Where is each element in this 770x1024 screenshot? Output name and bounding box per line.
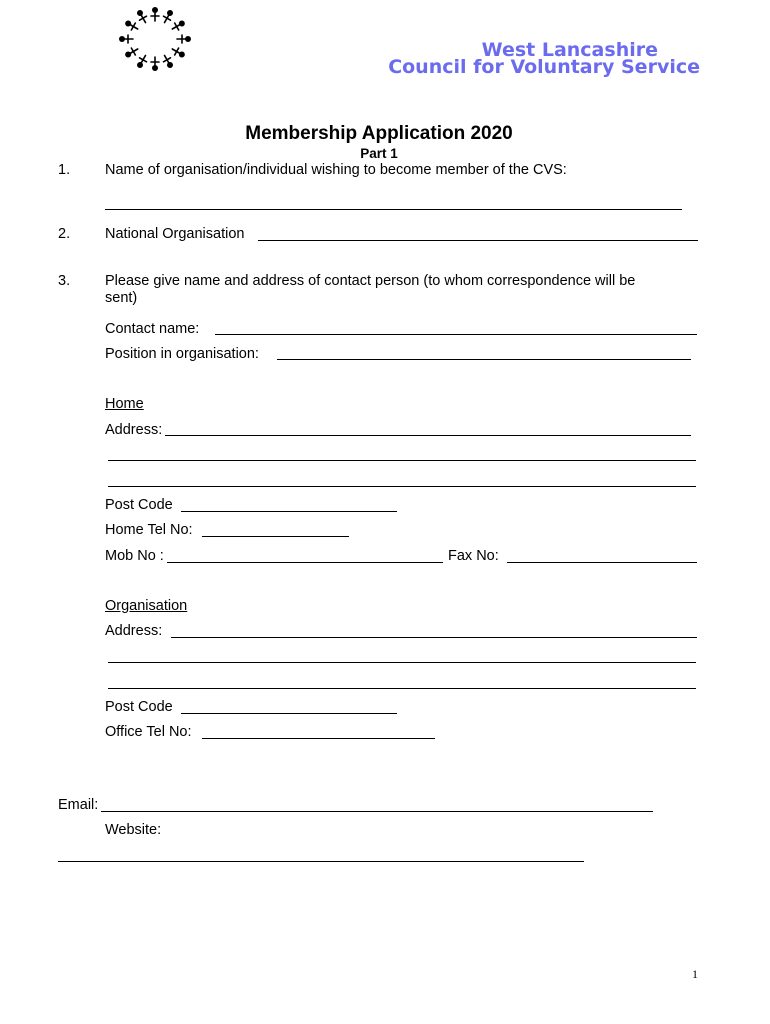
home-address-line-1[interactable]	[165, 435, 691, 436]
logo	[110, 6, 200, 72]
home-address-line-3[interactable]	[108, 486, 696, 487]
q1-text: Name of organisation/individual wishing to become member of the CVS:	[105, 162, 567, 178]
contact-name-label: Contact name:	[105, 321, 200, 337]
home-tel-label: Home Tel No:	[105, 522, 193, 538]
organisation-heading: Organisation	[105, 598, 188, 614]
q3-number: 3.	[58, 273, 71, 289]
contact-name-line[interactable]	[215, 334, 697, 335]
home-address-line-2[interactable]	[108, 460, 696, 461]
website-line[interactable]	[58, 861, 584, 862]
office-tel-line[interactable]	[202, 738, 435, 739]
home-tel-line[interactable]	[202, 536, 349, 537]
q1-number: 1.	[58, 162, 71, 178]
q2-number: 2.	[58, 226, 71, 242]
website-label: Website:	[105, 822, 162, 838]
org-address-line-1[interactable]	[171, 637, 697, 638]
email-line[interactable]	[101, 811, 653, 812]
page-subtitle: Part 1	[360, 146, 398, 161]
mob-line[interactable]	[167, 562, 443, 563]
national-organisation-line[interactable]	[258, 240, 698, 241]
fax-label: Fax No:	[448, 548, 499, 564]
org-address-label: Address:	[105, 623, 163, 639]
home-postcode-label: Post Code	[105, 497, 173, 513]
position-label: Position in organisation:	[105, 346, 259, 362]
org-name-line2: Council for Voluntary Service	[388, 56, 700, 78]
page-title: Membership Application 2020	[245, 123, 513, 144]
page-number: 1	[692, 967, 698, 981]
q3-text-line2: sent)	[105, 290, 138, 306]
q1-answer-line[interactable]	[105, 209, 682, 210]
q2-label: National Organisation	[105, 226, 245, 242]
fax-line[interactable]	[507, 562, 697, 563]
org-name-line1: West Lancashire	[481, 39, 658, 61]
org-postcode-label: Post Code	[105, 699, 173, 715]
home-address-label: Address:	[105, 422, 163, 438]
email-label: Email:	[58, 797, 99, 813]
org-postcode-line[interactable]	[181, 713, 397, 714]
org-address-line-3[interactable]	[108, 688, 696, 689]
org-address-line-2[interactable]	[108, 662, 696, 663]
office-tel-label: Office Tel No:	[105, 724, 192, 740]
q3-text-line1: Please give name and address of contact person (to whom correspondence will be	[105, 273, 636, 289]
people-circle-logo-icon	[110, 6, 200, 72]
position-line[interactable]	[277, 359, 691, 360]
home-postcode-line[interactable]	[181, 511, 397, 512]
home-heading: Home	[105, 396, 144, 412]
mob-label: Mob No :	[105, 548, 164, 564]
